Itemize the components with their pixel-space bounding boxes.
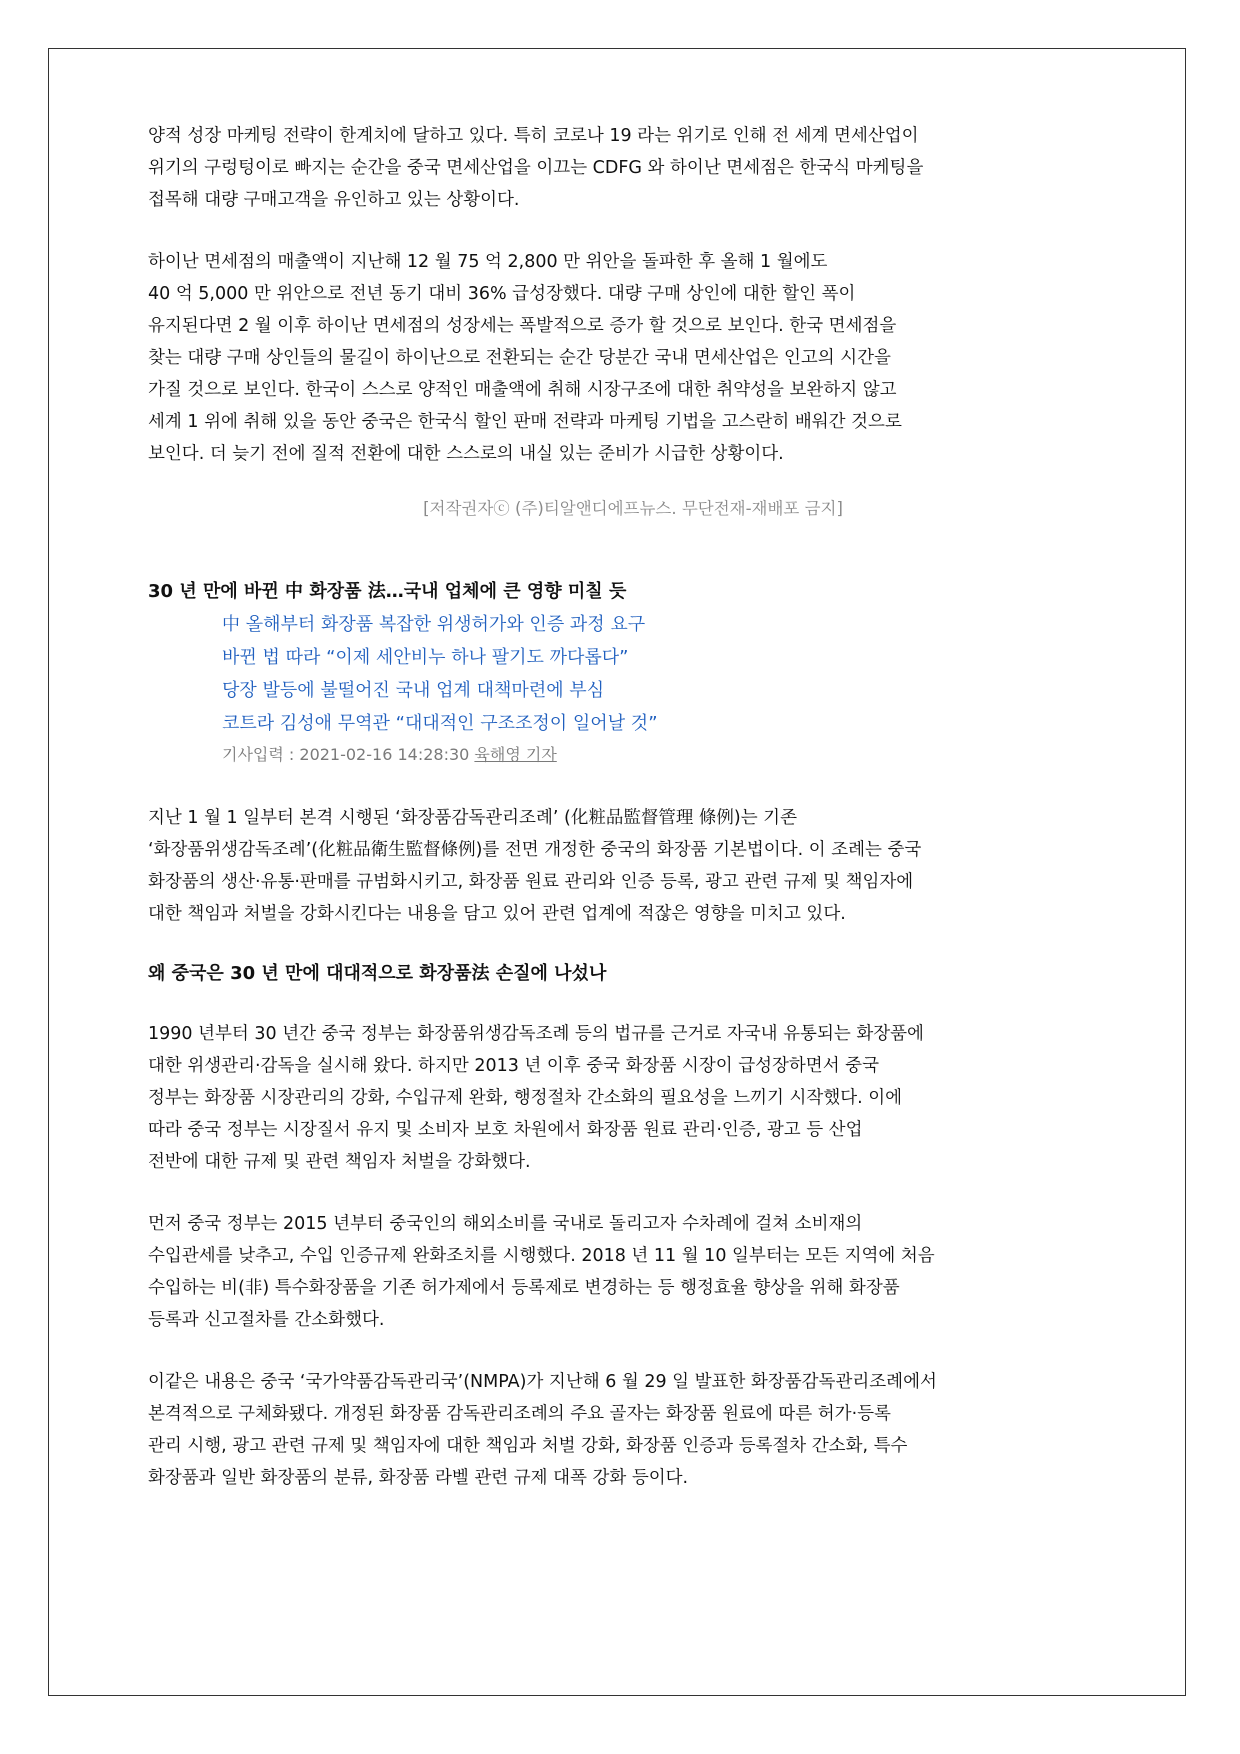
paragraph-4 (148, 1018, 1088, 1178)
article-meta (222, 740, 1088, 770)
subhead: 코트라 김성애 무역관 “대대적인 구조조정이 일어날 것” (222, 713, 658, 734)
article-subheads (222, 608, 1088, 740)
text-line: 정부는 화장품 시장관리의 강화, 수입규제 완화, 행정절차 간소화의 필요성을 느끼기 시작했다. 이에 (148, 1088, 903, 1108)
text-line: 위기의 구렁텅이로 빠지는 순간을 중국 면세산업을 이끄는 CDFG 와 하이난 면세점은 한국식 마케팅을 (148, 158, 924, 178)
text-line: 따라 중국 정부는 시장질서 유지 및 소비자 보호 차원에서 화장품 원료 관리·인증, 광고 등 산업 (148, 1120, 863, 1140)
paragraph-6 (148, 1366, 1088, 1494)
text-line: 수입관세를 낮추고, 수입 인증규제 완화조치를 시행했다. 2018 년 11 월 10 일부터는 모든 지역에 처음 (148, 1246, 935, 1266)
text-line: 대한 위생관리·감독을 실시해 왔다. 하지만 2013 년 이후 중국 화장품 시장이 급성장하면서 중국 (148, 1056, 879, 1076)
author-link[interactable]: 육해영 기자 (474, 745, 557, 764)
text-line: 가질 것으로 보인다. 한국이 스스로 양적인 매출액에 취해 시장구조에 대한 취약성을 보완하지 않고 (148, 380, 897, 400)
text-line: 수입하는 비(非) 특수화장품을 기존 허가제에서 등록제로 변경하는 등 행정효율 향상을 위해 화장품 (148, 1278, 900, 1298)
text-line: 이같은 내용은 중국 ‘국가약품감독관리국’(NMPA)가 지난해 6 월 29 일 발표한 화장품감독관리조례에서 (148, 1372, 937, 1392)
text-line: 찾는 대량 구매 상인들의 물길이 하이난으로 전환되는 순간 당분간 국내 면세산업은 인고의 시간을 (148, 348, 891, 368)
text-line: 본격적으로 구체화됐다. 개정된 화장품 감독관리조례의 주요 골자는 화장품 원료에 따른 허가·등록 (148, 1404, 891, 1424)
paragraph-3 (148, 802, 1088, 930)
text-line: 보인다. 더 늦기 전에 질적 전환에 대한 스스로의 내실 있는 준비가 시급한 상황이다. (148, 444, 784, 464)
article-headline: 30 년 만에 바뀐 中 화장품 法…국내 업체에 큰 영향 미칠 듯 (148, 581, 627, 602)
text-line: 유지된다면 2 월 이후 하이난 면세점의 성장세는 폭발적으로 증가 할 것으로 보인다. 한국 면세점을 (148, 316, 897, 336)
text-line: 40 억 5,000 만 위안으로 전년 동기 대비 36% 급성장했다. 대량 구매 상인에 대한 할인 폭이 (148, 284, 856, 304)
text-line: 화장품과 일반 화장품의 분류, 화장품 라벨 관련 규제 대폭 강화 등이다. (148, 1468, 689, 1488)
text-line: 지난 1 월 1 일부터 본격 시행된 ‘화장품감독관리조례’ (化粧品監督管理 條例)는 기존 (148, 808, 797, 828)
text-line: ‘화장품위생감독조례’(化粧品衛生監督條例)를 전면 개정한 중국의 화장품 기본법이다. 이 조례는 중국 (148, 840, 922, 860)
text-line: 등록과 신고절차를 간소화했다. (148, 1310, 385, 1330)
text-line: 화장품의 생산·유통·판매를 규범화시키고, 화장품 원료 관리와 인증 등록, 광고 관련 규제 및 책임자에 (148, 872, 914, 892)
paragraph-5 (148, 1208, 1088, 1336)
subhead: 中 올해부터 화장품 복잡한 위생허가와 인증 과정 요구 (222, 614, 646, 635)
paragraph-2 (148, 246, 1088, 470)
document-body (148, 120, 1088, 1494)
text-line: 먼저 중국 정부는 2015 년부터 중국인의 해외소비를 국내로 돌리고자 수차례에 걸쳐 소비재의 (148, 1214, 863, 1234)
text-line: 관리 시행, 광고 관련 규제 및 책임자에 대한 책임과 처벌 강화, 화장품 인증과 등록절차 간소화, 특수 (148, 1436, 908, 1456)
text-line: 1990 년부터 30 년간 중국 정부는 화장품위생감독조례 등의 법규를 근거로 자국내 유통되는 화장품에 (148, 1024, 924, 1044)
text-line: 양적 성장 마케팅 전략이 한계치에 달하고 있다. 특히 코로나 19 라는 위기로 인해 전 세계 면세산업이 (148, 126, 919, 146)
text-line: 전반에 대한 규제 및 관련 책임자 처벌을 강화했다. (148, 1152, 531, 1172)
copyright-notice: [저작권자ⓒ (주)티알앤디에프뉴스. 무단전재-재배포 금지] (423, 499, 843, 518)
text-line: 하이난 면세점의 매출액이 지난해 12 월 75 억 2,800 만 위안을 돌파한 후 올해 1 월에도 (148, 252, 828, 272)
subhead: 당장 발등에 불떨어진 국내 업계 대책마련에 부심 (222, 680, 605, 701)
section-title: 왜 중국은 30 년 만에 대대적으로 화장품法 손질에 나섰나 (148, 963, 607, 984)
text-line: 대한 책임과 처벌을 강화시킨다는 내용을 담고 있어 관련 업계에 적잖은 영향을 미치고 있다. (148, 904, 846, 924)
publish-date: 기사입력 : 2021-02-16 14:28:30 (222, 745, 475, 764)
subhead: 바뀐 법 따라 “이제 세안비누 하나 팔기도 까다롭다” (222, 647, 629, 668)
paragraph-1 (148, 120, 1088, 216)
text-line: 접목해 대량 구매고객을 유인하고 있는 상황이다. (148, 190, 520, 210)
text-line: 세계 1 위에 취해 있을 동안 중국은 한국식 할인 판매 전략과 마케팅 기법을 고스란히 배워간 것으로 (148, 412, 902, 432)
